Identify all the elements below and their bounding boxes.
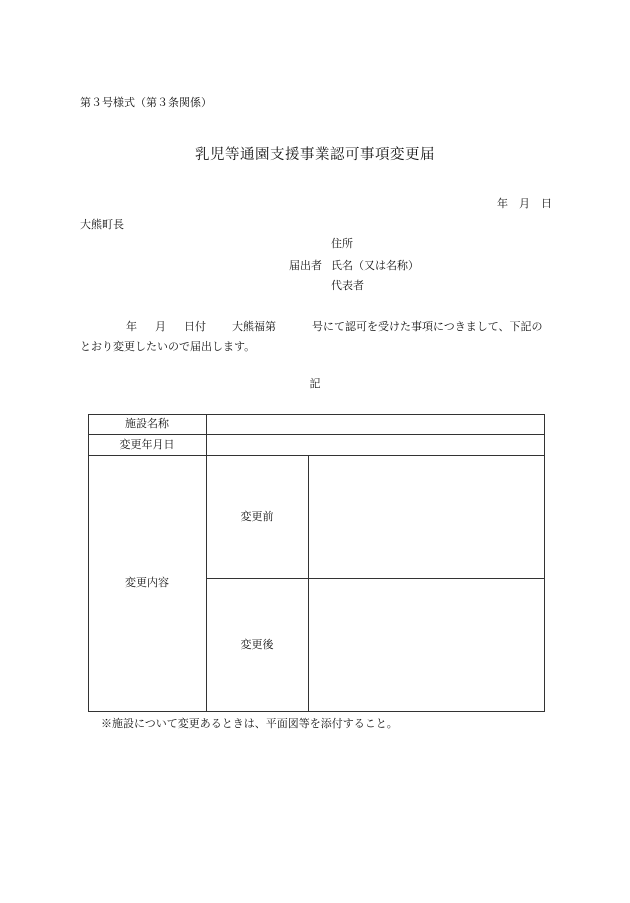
change-date-field[interactable]: [207, 435, 544, 455]
body-line-2: とおり変更したいので届出します。: [80, 340, 256, 353]
change-date-label: 変更年月日: [119, 438, 175, 451]
addressee: 大熊町長: [80, 218, 124, 231]
document-title: 乳児等通園支援事業認可事項変更届: [195, 147, 435, 163]
form-number: 第３号様式（第３条関係）: [80, 96, 212, 109]
representative-label: 代表者: [331, 279, 364, 292]
body-ref-prefix: 大熊福第: [232, 320, 276, 333]
before-label: 変更前: [240, 510, 274, 523]
ki-heading: 記: [309, 377, 321, 390]
filer-label: 届出者: [289, 259, 322, 272]
body-year: 年: [126, 320, 137, 333]
change-content-label: 変更内容: [125, 576, 169, 589]
column-divider: [206, 414, 207, 712]
facility-name-label: 施設名称: [125, 417, 169, 430]
body-month: 月: [155, 320, 166, 333]
name-label: 氏名（又は名称）: [331, 259, 419, 272]
body-day: 日付: [184, 320, 206, 333]
facility-name-field[interactable]: [207, 415, 544, 434]
before-field[interactable]: [309, 456, 544, 578]
body-ref-suffix: 号にて認可を受けた事項につきまして、下記の: [312, 320, 543, 333]
date-line: 年 月 日: [497, 197, 552, 210]
address-label: 住所: [331, 237, 353, 250]
attachment-note: ※施設について変更あるときは、平面図等を添付すること。: [101, 717, 398, 730]
after-field[interactable]: [309, 579, 544, 711]
after-label: 変更後: [240, 638, 274, 651]
